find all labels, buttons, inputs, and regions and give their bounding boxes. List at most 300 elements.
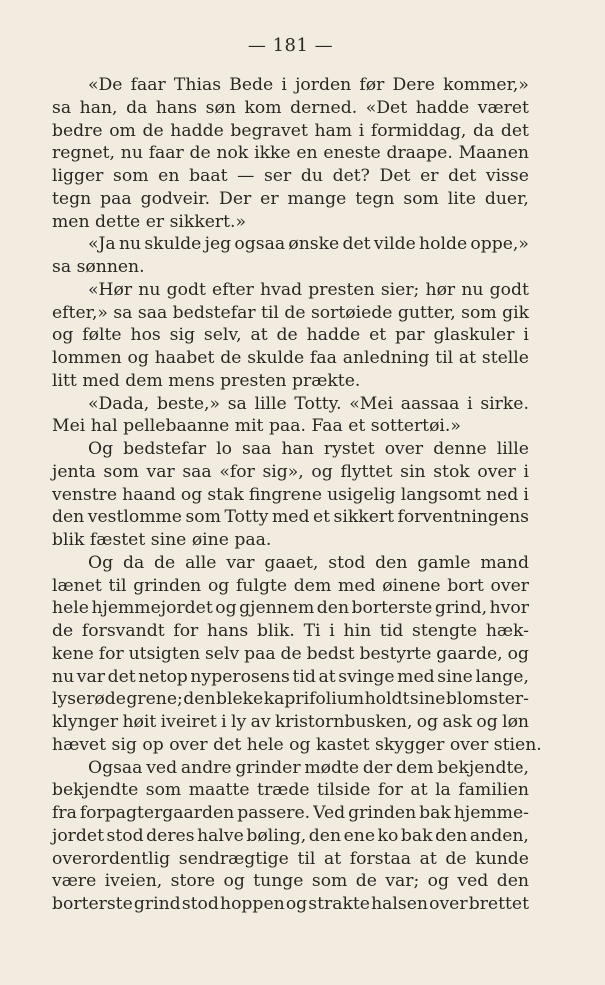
text-line: [52, 620, 529, 643]
text-line: [52, 484, 529, 507]
text-line: [52, 279, 529, 302]
word: nu: [138, 279, 161, 300]
word: sortøiede: [310, 302, 393, 323]
word: denne: [433, 439, 487, 459]
word: sottertøi.»: [370, 416, 461, 437]
word: og: [127, 348, 149, 368]
word: for: [377, 780, 403, 801]
word: de: [355, 871, 377, 892]
word: Maanen: [458, 143, 529, 164]
word: paa.: [234, 530, 272, 550]
word: av: [250, 712, 271, 732]
word: Ti: [303, 621, 321, 641]
word: Totty.: [294, 393, 342, 414]
word: Faa: [311, 416, 343, 437]
word: faa: [310, 348, 337, 368]
word: Dere: [392, 75, 435, 95]
word: skulde: [247, 348, 305, 368]
word: «Dada,: [88, 393, 150, 414]
text-line: [52, 870, 529, 893]
word: sikkert: [333, 507, 394, 528]
word: skygger: [375, 734, 445, 755]
word: et: [348, 416, 366, 437]
word: lite: [447, 188, 476, 209]
word: ser: [263, 166, 292, 186]
word: grinden: [348, 803, 417, 823]
word: jorden: [295, 75, 352, 95]
word: tid: [379, 621, 404, 641]
word: nu: [461, 279, 484, 300]
word: lommen: [52, 348, 122, 368]
word: bak: [419, 803, 451, 823]
word: jordet: [52, 825, 104, 846]
word: over: [384, 439, 424, 459]
word: kristornbusken,: [274, 712, 413, 732]
word: var: [146, 461, 175, 482]
word: og: [311, 461, 333, 482]
word: de: [142, 120, 164, 141]
word: borterste: [52, 894, 133, 914]
word: sine: [150, 530, 187, 550]
word: kommer,»: [443, 75, 529, 95]
word: nyperosens: [190, 666, 290, 687]
word: hjemme-: [453, 803, 529, 823]
word: fingrene: [248, 484, 323, 505]
word: litt: [52, 370, 77, 391]
word: han: [281, 439, 314, 459]
word: bort: [447, 575, 484, 596]
text-line: [52, 142, 529, 165]
word: formiddag,: [370, 120, 467, 141]
word: forsvandt: [81, 621, 165, 641]
word: skulde: [144, 234, 202, 255]
word: hadde: [170, 120, 224, 141]
text-line: [52, 779, 529, 802]
word: gaaet,: [264, 552, 319, 573]
word: «De: [88, 75, 123, 95]
word: sønnen.: [76, 257, 145, 277]
word: hal: [90, 416, 118, 437]
word: jenta: [52, 461, 96, 482]
word: men: [52, 211, 90, 232]
word: de: [445, 848, 467, 869]
word: sine: [437, 666, 473, 687]
word: dem: [125, 370, 163, 391]
word: i: [358, 120, 365, 141]
word: saa: [182, 461, 212, 482]
word: fæstet: [89, 530, 146, 550]
word: og: [215, 598, 237, 619]
word: sa: [227, 393, 247, 414]
word: gutter,: [397, 302, 456, 323]
word: følte: [82, 325, 122, 346]
word: at: [410, 780, 428, 801]
word: ask: [442, 712, 472, 732]
word: var: [226, 552, 255, 573]
word: overordentlig: [52, 848, 171, 869]
word: da: [126, 97, 148, 118]
word: bøling,: [246, 825, 307, 846]
word: til: [108, 575, 127, 596]
word: hvad: [260, 279, 303, 300]
word: eneste: [323, 143, 381, 164]
word: Bede: [229, 75, 274, 95]
word: «Mei: [349, 393, 394, 414]
word: gik: [502, 302, 529, 323]
word: iveiret: [160, 712, 217, 732]
word: og: [416, 712, 439, 732]
word: alle: [185, 552, 217, 573]
word: Totty: [224, 507, 269, 528]
word: andre: [180, 757, 232, 778]
word: ønske: [288, 234, 340, 255]
word: rystet: [323, 439, 375, 459]
word: dem: [293, 575, 332, 596]
word: som: [185, 507, 221, 528]
word: dem: [396, 757, 434, 778]
word: op: [142, 734, 164, 755]
text-line: [52, 666, 529, 689]
word: være: [52, 871, 97, 892]
word: visse: [485, 166, 529, 186]
word: oppe,»: [470, 234, 529, 255]
word: paa.: [268, 416, 306, 437]
word: mand: [480, 552, 529, 573]
word: ligger: [52, 166, 104, 186]
word: hin: [343, 621, 372, 641]
word: da: [472, 120, 495, 141]
word: langsomt: [400, 484, 481, 505]
text-line: [52, 893, 529, 916]
word: lænet: [52, 575, 102, 596]
word: i: [329, 621, 335, 641]
word: mit: [234, 416, 264, 437]
word: som: [311, 871, 348, 892]
word: hjemmejordet: [91, 598, 213, 619]
word: er: [420, 166, 439, 186]
word: ly: [231, 712, 247, 732]
word: til: [260, 302, 279, 323]
word: vilde: [373, 234, 416, 255]
word: strakte: [308, 894, 370, 914]
word: tegn: [355, 188, 395, 209]
text-line: [52, 233, 529, 256]
word: bedstefar: [123, 439, 207, 459]
word: gjennem: [239, 598, 315, 619]
word: og: [476, 712, 498, 732]
word: stod: [106, 825, 144, 846]
word: det: [107, 666, 136, 687]
word: som: [461, 302, 497, 323]
word: faar: [130, 75, 166, 95]
word: sendrægtige: [178, 848, 289, 869]
text-line: [52, 757, 529, 780]
word: forstaa: [349, 848, 411, 869]
word: hadde: [415, 97, 470, 118]
word: bleke: [215, 689, 264, 710]
word: Ogsaa: [88, 757, 143, 778]
word: Ved: [313, 803, 346, 823]
word: «Hør: [88, 279, 133, 300]
word: kaprifolium: [263, 689, 365, 710]
word: aassaa: [400, 393, 460, 414]
word: som: [403, 188, 439, 209]
text-line: [52, 393, 529, 416]
word: draape.: [386, 143, 453, 164]
word: han,: [79, 97, 118, 118]
word: blomster-: [445, 689, 529, 710]
word: den: [496, 871, 529, 892]
word: godveir.: [140, 188, 211, 209]
word: sikkert.»: [169, 211, 247, 232]
word: sine: [409, 689, 446, 710]
word: hæk-: [485, 621, 529, 641]
word: paa: [244, 643, 276, 664]
word: lange,: [475, 666, 529, 687]
word: sirke.: [480, 393, 529, 414]
word: klynger: [52, 712, 119, 732]
word: nu: [52, 666, 75, 687]
word: da: [122, 552, 145, 573]
word: du: [300, 166, 323, 186]
word: i: [281, 75, 287, 95]
word: venstre: [52, 484, 118, 505]
word: de: [280, 643, 302, 664]
word: nu: [120, 143, 143, 164]
word: «Det: [365, 97, 408, 118]
text-line: [52, 415, 529, 438]
word: var;: [385, 871, 420, 892]
word: saa: [242, 439, 272, 459]
word: godt: [166, 279, 206, 300]
word: paa: [100, 188, 132, 209]
word: med: [338, 575, 376, 596]
word: grind,: [434, 598, 488, 619]
word: øinene: [382, 575, 441, 596]
word: regnet,: [52, 143, 116, 164]
word: halsen: [371, 894, 428, 914]
word: ko: [377, 825, 399, 846]
word: de: [154, 552, 176, 573]
word: vestlomme: [87, 507, 182, 528]
word: ogsaa: [234, 234, 286, 255]
word: stengte: [412, 621, 478, 641]
word: saa: [137, 302, 168, 323]
word: ene: [343, 825, 375, 846]
word: er: [260, 188, 279, 209]
word: træde: [257, 780, 310, 801]
word: og: [223, 871, 245, 892]
word: at: [419, 848, 437, 869]
word: og: [52, 325, 74, 346]
text-line: [52, 711, 529, 734]
word: at: [458, 348, 477, 368]
word: beste,»: [156, 393, 221, 414]
word: anden,: [469, 825, 529, 846]
word: for: [98, 643, 124, 664]
word: som: [103, 461, 139, 482]
word: det: [500, 120, 529, 141]
word: bestyrte: [359, 643, 432, 664]
word: stod: [181, 894, 219, 914]
word: over: [449, 734, 489, 755]
text-line: [52, 370, 529, 393]
word: den: [52, 507, 85, 528]
text-line: [52, 211, 529, 234]
word: halve: [197, 825, 244, 846]
word: hør: [425, 279, 456, 300]
body-text: [52, 74, 542, 916]
word: det?: [332, 166, 370, 186]
text-line: [52, 688, 529, 711]
word: grinder: [235, 757, 301, 778]
word: med: [271, 507, 310, 528]
text-line: [52, 529, 529, 552]
word: haabet: [154, 348, 215, 368]
word: fra: [52, 803, 77, 823]
word: et: [369, 325, 387, 346]
word: og: [180, 484, 203, 505]
word: Og: [88, 552, 114, 573]
word: brettet: [468, 894, 529, 914]
word: et: [312, 507, 331, 528]
word: der: [362, 757, 393, 778]
word: bekjendte: [52, 780, 139, 801]
word: mødte: [304, 757, 360, 778]
word: nu: [118, 234, 142, 255]
word: selv,: [203, 325, 242, 346]
word: forventningens: [397, 507, 529, 528]
word: bedre: [52, 120, 103, 141]
word: for: [173, 621, 199, 641]
word: hans: [207, 621, 249, 641]
word: holdt: [364, 689, 410, 710]
text-line: [52, 825, 529, 848]
word: stok: [433, 461, 470, 482]
word: med: [397, 666, 435, 687]
word: den: [183, 689, 216, 710]
word: kene: [52, 643, 94, 664]
text-line: [52, 575, 529, 598]
word: en: [296, 143, 318, 164]
word: «for: [219, 461, 255, 482]
word: den: [435, 825, 468, 846]
word: var: [76, 666, 105, 687]
word: tunge: [253, 871, 304, 892]
word: hoppen: [220, 894, 285, 914]
word: stod: [328, 552, 366, 573]
word: mens: [168, 370, 215, 391]
text-line: [52, 506, 529, 529]
word: hos: [130, 325, 161, 346]
word: selv: [204, 643, 240, 664]
word: at: [324, 848, 342, 869]
word: lille: [254, 393, 287, 414]
word: det: [448, 166, 477, 186]
word: haand: [122, 484, 176, 505]
text-line: [52, 97, 529, 120]
word: dette: [95, 211, 141, 232]
word: familien: [458, 780, 529, 801]
text-line: [52, 74, 529, 97]
word: holde: [419, 234, 468, 255]
word: over: [490, 575, 529, 596]
word: duer,: [484, 188, 529, 209]
word: ham: [314, 120, 353, 141]
word: Der: [219, 188, 252, 209]
word: og: [507, 643, 529, 664]
word: de: [276, 325, 298, 346]
text-line: [52, 256, 529, 279]
word: den: [375, 552, 408, 573]
word: godt: [489, 279, 529, 300]
word: store: [170, 871, 216, 892]
word: forpagtergaarden: [79, 803, 235, 823]
word: mange: [287, 188, 347, 209]
word: de: [284, 302, 306, 323]
word: i: [523, 325, 529, 346]
word: været: [477, 97, 529, 118]
word: som: [145, 780, 182, 801]
word: nok: [216, 143, 249, 164]
word: og: [427, 871, 450, 892]
word: baat: [189, 166, 228, 186]
word: stien.: [493, 734, 542, 755]
word: i: [221, 712, 227, 732]
word: bedstefar: [172, 302, 256, 323]
word: Og: [88, 439, 114, 459]
word: ned: [486, 484, 519, 505]
word: anledning: [342, 348, 430, 368]
word: det: [213, 734, 242, 755]
word: kunde: [475, 848, 529, 869]
word: presten: [308, 279, 375, 300]
word: hadde: [306, 325, 361, 346]
word: bekjendte,: [437, 757, 529, 778]
word: over: [477, 461, 516, 482]
word: sa: [52, 97, 72, 118]
text-line: [52, 552, 529, 575]
word: tid: [292, 666, 316, 687]
word: før: [359, 75, 385, 95]
text-line: [52, 643, 529, 666]
word: hele: [246, 734, 284, 755]
text-line: [52, 165, 529, 188]
word: løn: [502, 712, 529, 732]
word: presten: [220, 370, 287, 391]
word: gamle: [417, 552, 471, 573]
word: bak: [400, 825, 433, 846]
word: prækte.: [292, 370, 361, 391]
word: sig: [169, 325, 195, 346]
word: en: [158, 166, 180, 186]
word: —: [237, 166, 255, 186]
word: pellebaanne: [123, 416, 230, 437]
text-line: [52, 438, 529, 461]
word: lyserøde: [52, 689, 126, 710]
word: Thias: [173, 75, 222, 95]
word: flyttet: [340, 461, 393, 482]
text-line: [52, 188, 529, 211]
word: til: [297, 848, 316, 869]
word: om: [109, 120, 136, 141]
word: derned.: [290, 97, 358, 118]
page-number: — 181 —: [247, 35, 334, 56]
word: at: [250, 325, 268, 346]
word: sier;: [380, 279, 420, 300]
word: «Ja: [88, 234, 116, 255]
text-line: [52, 302, 529, 325]
